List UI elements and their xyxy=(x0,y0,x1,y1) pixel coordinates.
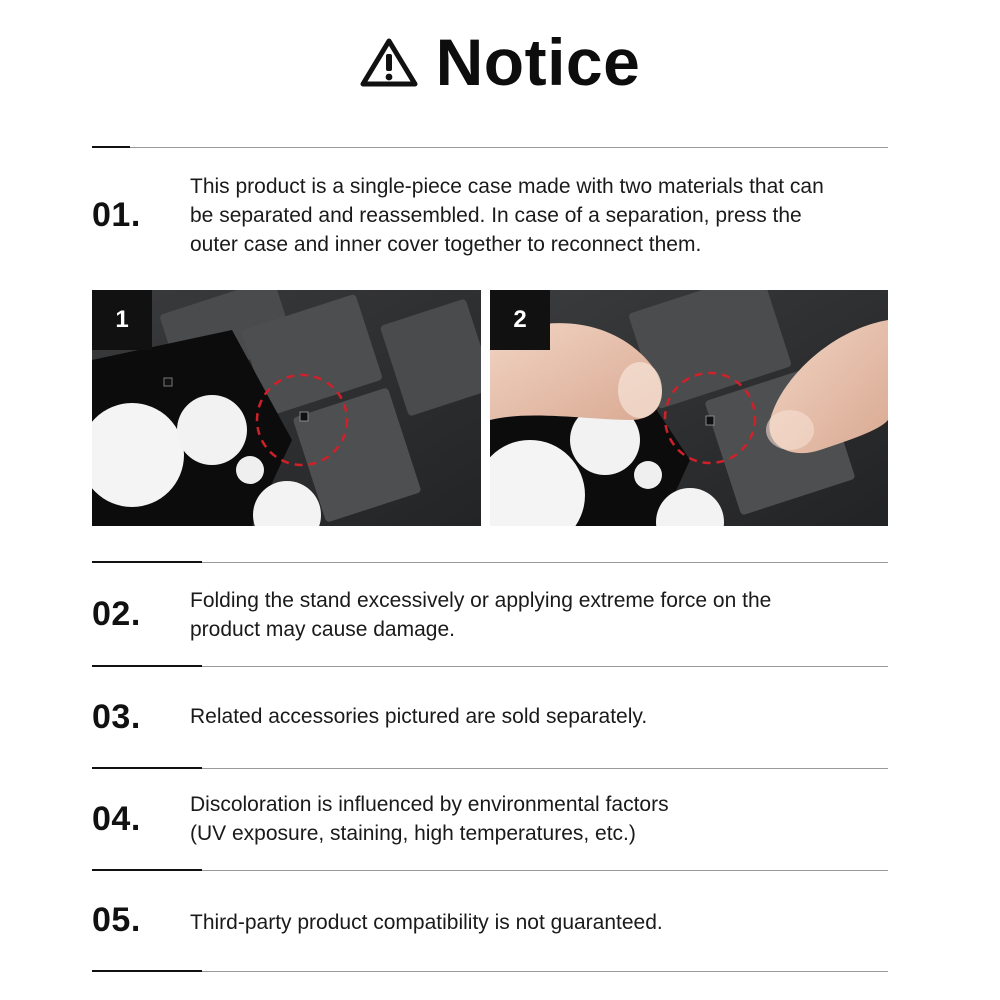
step-badge: 2 xyxy=(490,290,550,350)
notice-text: Third-party product compatibility is not guaranteed. xyxy=(190,911,663,934)
divider xyxy=(92,768,888,769)
notice-item-01 xyxy=(92,170,888,270)
notice-number: 02. xyxy=(92,595,141,633)
divider xyxy=(92,870,888,871)
notice-text: Folding the stand excessively or applying extreme force on the product may cause damage. xyxy=(190,589,772,641)
divider xyxy=(92,666,888,667)
notice-text: Discoloration is influenced by environmental factors (UV exposure, staining, high temperatures, etc.) xyxy=(190,793,669,845)
notice-header xyxy=(0,22,1000,102)
notice-text: Related accessories pictured are sold separately. xyxy=(190,705,648,728)
divider xyxy=(92,971,888,972)
step-photo-2 xyxy=(490,290,888,526)
notice-item-05 xyxy=(92,893,888,953)
notice-text: This product is a single-piece case made with two materials that can be separated and reassembled. In case of a separation, press the outer case and inner cover together to reconnect them. xyxy=(190,175,824,256)
step-badge: 1 xyxy=(92,290,152,350)
notice-number: 03. xyxy=(92,698,141,736)
divider xyxy=(92,562,888,563)
page-title: Notice xyxy=(435,25,641,99)
notice-number: 01. xyxy=(92,196,141,234)
notice-item-03 xyxy=(92,690,888,750)
warning-triangle-icon xyxy=(360,37,418,87)
notice-number: 04. xyxy=(92,800,141,838)
notice-number: 05. xyxy=(92,901,141,939)
step-photo-1 xyxy=(92,290,481,526)
divider xyxy=(92,147,888,148)
notice-item-04 xyxy=(92,790,888,860)
notice-item-02 xyxy=(92,585,888,655)
